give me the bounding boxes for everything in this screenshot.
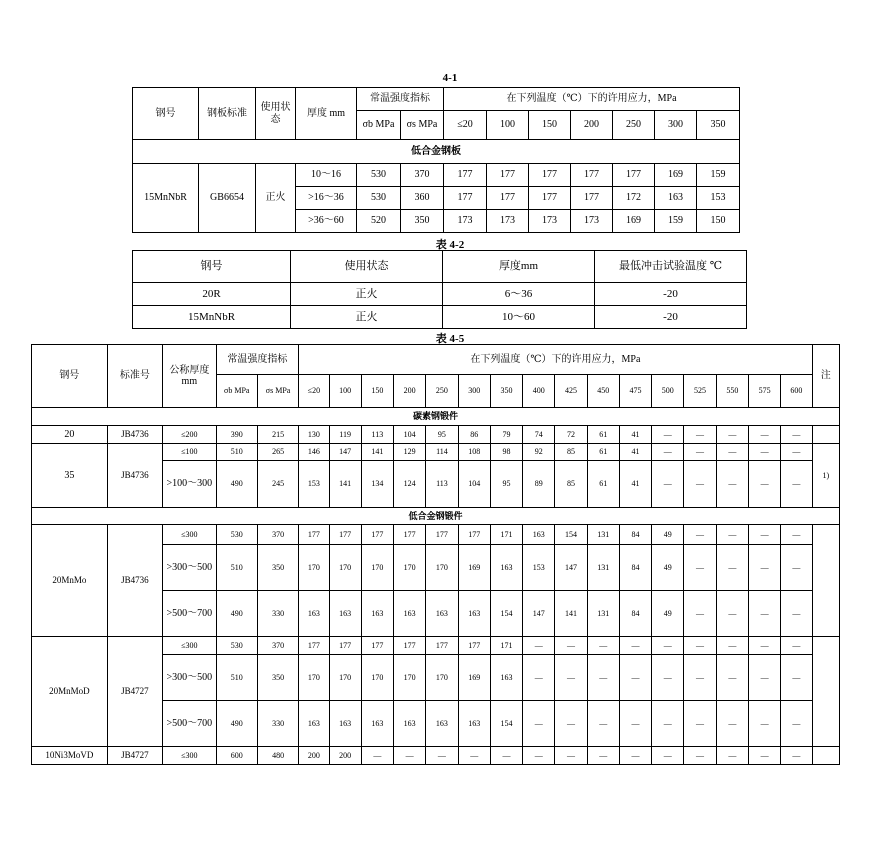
- stress-cell: 163: [299, 701, 329, 747]
- stress-cell: 177: [426, 525, 458, 545]
- stress-cell: 41: [619, 461, 651, 508]
- header-thickness: 公称厚度 mm: [163, 345, 216, 408]
- header-temp: 250: [613, 111, 655, 140]
- stress-cell: 130: [299, 426, 329, 444]
- stress-cell: 169: [458, 545, 490, 591]
- grade-cell: 35: [32, 444, 108, 508]
- stress-cell: 104: [458, 461, 490, 508]
- stress-cell: 170: [329, 545, 361, 591]
- header-temp: 350: [490, 375, 522, 408]
- stress-cell: —: [684, 655, 716, 701]
- stress-cell: 177: [394, 525, 426, 545]
- stress-cell: —: [781, 701, 812, 747]
- stress-cell: —: [781, 461, 812, 508]
- stress-cell: —: [716, 444, 748, 461]
- stress-cell: 41: [619, 444, 651, 461]
- stress-cell: 86: [458, 426, 490, 444]
- stress-cell: —: [523, 655, 555, 701]
- stress-cell: —: [523, 637, 555, 655]
- stress-cell: 84: [619, 591, 651, 637]
- stress-cell: 84: [619, 545, 651, 591]
- stress-cell: 177: [529, 187, 571, 210]
- stress-cell: 169: [655, 164, 697, 187]
- stress-cell: 177: [571, 164, 613, 187]
- stress-cell: —: [748, 426, 780, 444]
- header-temp: 425: [555, 375, 587, 408]
- stress-cell: —: [555, 655, 587, 701]
- sigma-s-cell: 265: [257, 444, 298, 461]
- sigma-s-cell: 360: [401, 187, 444, 210]
- stress-cell: —: [523, 701, 555, 747]
- grade-cell: 15MnNbR: [133, 306, 291, 329]
- stress-cell: 150: [697, 210, 740, 233]
- temp-cell: -20: [595, 283, 747, 306]
- stress-cell: —: [716, 655, 748, 701]
- stress-cell: —: [652, 747, 684, 765]
- stress-cell: 98: [490, 444, 522, 461]
- stress-cell: 49: [652, 545, 684, 591]
- stress-cell: —: [684, 525, 716, 545]
- header-temp: 200: [394, 375, 426, 408]
- stress-cell: 108: [458, 444, 490, 461]
- thickness-cell: >36～60: [296, 210, 357, 233]
- stress-cell: 159: [697, 164, 740, 187]
- stress-cell: —: [684, 637, 716, 655]
- sigma-s-cell: 370: [257, 637, 298, 655]
- stress-cell: —: [748, 525, 780, 545]
- note-cell: [812, 426, 839, 444]
- note-cell: [812, 747, 839, 765]
- header-grade: 钢号: [133, 88, 199, 140]
- stress-cell: 163: [329, 701, 361, 747]
- stress-cell: 61: [587, 461, 619, 508]
- header-temp: ≤20: [444, 111, 487, 140]
- standard-cell: JB4727: [107, 637, 162, 747]
- stress-cell: 154: [490, 701, 522, 747]
- thickness-cell: 10～16: [296, 164, 357, 187]
- header-sigma-s: σs MPa: [257, 375, 298, 408]
- stress-cell: 147: [523, 591, 555, 637]
- stress-cell: —: [394, 747, 426, 765]
- grade-cell: 15MnNbR: [133, 164, 199, 233]
- table-4-5-caption: 表 4-5: [435, 333, 465, 345]
- stress-cell: —: [684, 444, 716, 461]
- stress-cell: —: [748, 461, 780, 508]
- stress-cell: 170: [394, 655, 426, 701]
- stress-cell: —: [587, 655, 619, 701]
- stress-cell: —: [587, 747, 619, 765]
- stress-cell: —: [619, 655, 651, 701]
- sigma-s-cell: 370: [257, 525, 298, 545]
- stress-cell: 170: [426, 545, 458, 591]
- header-temp: 300: [655, 111, 697, 140]
- stress-cell: —: [684, 591, 716, 637]
- stress-cell: 84: [619, 525, 651, 545]
- sigma-b-cell: 490: [216, 591, 257, 637]
- standard-cell: JB4727: [107, 747, 162, 765]
- stress-cell: —: [781, 655, 812, 701]
- stress-cell: —: [781, 637, 812, 655]
- stress-cell: —: [781, 747, 812, 765]
- stress-cell: 89: [523, 461, 555, 508]
- stress-cell: 177: [444, 164, 487, 187]
- stress-cell: 113: [426, 461, 458, 508]
- stress-cell: —: [716, 461, 748, 508]
- thickness-cell: >300～500: [163, 655, 216, 701]
- sigma-s-cell: 350: [257, 545, 298, 591]
- stress-cell: —: [716, 426, 748, 444]
- thickness-cell: ≤300: [163, 637, 216, 655]
- note-cell: 1): [812, 444, 839, 508]
- header-temp: 300: [458, 375, 490, 408]
- thickness-cell: ≤200: [163, 426, 216, 444]
- thickness-cell: >16～36: [296, 187, 357, 210]
- stress-cell: —: [716, 701, 748, 747]
- stress-cell: 163: [394, 591, 426, 637]
- stress-cell: 146: [299, 444, 329, 461]
- stress-cell: 171: [490, 525, 522, 545]
- stress-cell: 173: [571, 210, 613, 233]
- stress-cell: 114: [426, 444, 458, 461]
- stress-cell: —: [587, 701, 619, 747]
- thickness-cell: 6～36: [443, 283, 595, 306]
- stress-cell: 163: [361, 701, 393, 747]
- stress-cell: 163: [458, 591, 490, 637]
- grade-cell: 20R: [133, 283, 291, 306]
- table-4-1-caption: 4-1: [442, 72, 458, 84]
- stress-cell: 147: [555, 545, 587, 591]
- stress-cell: —: [748, 637, 780, 655]
- stress-cell: 163: [426, 701, 458, 747]
- stress-cell: 163: [394, 701, 426, 747]
- stress-cell: 163: [523, 525, 555, 545]
- header-grade: 钢号: [32, 345, 108, 408]
- thickness-cell: ≤100: [163, 444, 216, 461]
- sigma-b-cell: 510: [216, 655, 257, 701]
- stress-cell: 177: [329, 525, 361, 545]
- stress-cell: 170: [329, 655, 361, 701]
- stress-cell: 141: [361, 444, 393, 461]
- stress-cell: —: [555, 747, 587, 765]
- stress-cell: 177: [571, 187, 613, 210]
- stress-cell: 177: [361, 637, 393, 655]
- stress-cell: 173: [529, 210, 571, 233]
- header-sigma-s: σs MPa: [401, 111, 444, 140]
- stress-cell: 163: [490, 655, 522, 701]
- table-4-2-caption: 表 4-2: [435, 239, 465, 251]
- stress-cell: 131: [587, 545, 619, 591]
- stress-cell: —: [781, 545, 812, 591]
- stress-cell: 173: [444, 210, 487, 233]
- stress-cell: —: [716, 747, 748, 765]
- header-strength: 常温强度指标: [216, 345, 299, 375]
- stress-cell: 95: [426, 426, 458, 444]
- stress-cell: 177: [299, 637, 329, 655]
- header-temp: 550: [716, 375, 748, 408]
- sigma-b-cell: 530: [357, 187, 401, 210]
- header-thickness: 厚度 mm: [296, 88, 357, 140]
- header-temp: 150: [529, 111, 571, 140]
- stress-cell: 163: [299, 591, 329, 637]
- sigma-b-cell: 490: [216, 461, 257, 508]
- header-temp: 600: [781, 375, 812, 408]
- stress-cell: 49: [652, 525, 684, 545]
- stress-cell: —: [652, 655, 684, 701]
- stress-cell: —: [555, 701, 587, 747]
- header-temp: 250: [426, 375, 458, 408]
- stress-cell: 163: [655, 187, 697, 210]
- header-temp: 200: [571, 111, 613, 140]
- stress-cell: 170: [361, 655, 393, 701]
- sigma-s-cell: 370: [401, 164, 444, 187]
- stress-cell: 177: [394, 637, 426, 655]
- stress-cell: 74: [523, 426, 555, 444]
- stress-cell: 72: [555, 426, 587, 444]
- stress-cell: 163: [361, 591, 393, 637]
- temp-cell: -20: [595, 306, 747, 329]
- stress-cell: —: [684, 545, 716, 591]
- stress-cell: —: [684, 701, 716, 747]
- header-impact-temp: 最低冲击试验温度 ℃: [595, 251, 747, 283]
- stress-cell: 170: [394, 545, 426, 591]
- stress-cell: 170: [299, 545, 329, 591]
- stress-cell: 177: [529, 164, 571, 187]
- stress-cell: 177: [299, 525, 329, 545]
- stress-cell: 177: [458, 525, 490, 545]
- sigma-s-cell: 215: [257, 426, 298, 444]
- stress-cell: 85: [555, 444, 587, 461]
- stress-cell: 134: [361, 461, 393, 508]
- stress-cell: —: [781, 444, 812, 461]
- stress-cell: 177: [613, 164, 655, 187]
- stress-cell: —: [684, 461, 716, 508]
- stress-cell: 169: [458, 655, 490, 701]
- stress-cell: 119: [329, 426, 361, 444]
- sigma-b-cell: 490: [216, 701, 257, 747]
- sigma-b-cell: 510: [216, 545, 257, 591]
- stress-cell: 177: [361, 525, 393, 545]
- header-temp: 400: [523, 375, 555, 408]
- note-cell: [812, 637, 839, 747]
- header-allowable-stress: 在下列温度（℃）下的许用应力，MPa: [299, 345, 812, 375]
- stress-cell: 200: [329, 747, 361, 765]
- header-temp: 150: [361, 375, 393, 408]
- stress-cell: 154: [555, 525, 587, 545]
- section-label: 低合金钢板: [133, 140, 740, 164]
- stress-cell: 177: [458, 637, 490, 655]
- sigma-b-cell: 530: [216, 525, 257, 545]
- stress-cell: 129: [394, 444, 426, 461]
- stress-cell: —: [652, 701, 684, 747]
- stress-cell: 170: [361, 545, 393, 591]
- stress-cell: 163: [458, 701, 490, 747]
- stress-cell: 172: [613, 187, 655, 210]
- stress-cell: —: [652, 461, 684, 508]
- stress-cell: 170: [299, 655, 329, 701]
- stress-cell: 131: [587, 591, 619, 637]
- stress-cell: 61: [587, 444, 619, 461]
- thickness-cell: 10～60: [443, 306, 595, 329]
- stress-cell: 177: [426, 637, 458, 655]
- header-standard: 标准号: [107, 345, 162, 408]
- stress-cell: 163: [329, 591, 361, 637]
- grade-cell: 10Ni3MoVD: [32, 747, 108, 765]
- stress-cell: 173: [487, 210, 529, 233]
- note-cell: [812, 525, 839, 637]
- stress-cell: —: [555, 637, 587, 655]
- standard-cell: JB4736: [107, 525, 162, 637]
- stress-cell: 41: [619, 426, 651, 444]
- section-label: 低合金钢锻件: [32, 508, 840, 525]
- stress-cell: —: [684, 747, 716, 765]
- header-note: 注: [812, 345, 839, 408]
- stress-cell: 124: [394, 461, 426, 508]
- stress-cell: 95: [490, 461, 522, 508]
- stress-cell: 61: [587, 426, 619, 444]
- header-temp: 100: [329, 375, 361, 408]
- header-sigma-b: σb MPa: [216, 375, 257, 408]
- thickness-cell: >500～700: [163, 591, 216, 637]
- stress-cell: —: [587, 637, 619, 655]
- thickness-cell: >300～500: [163, 545, 216, 591]
- thickness-cell: ≤300: [163, 525, 216, 545]
- stress-cell: 159: [655, 210, 697, 233]
- stress-cell: —: [716, 637, 748, 655]
- sigma-s-cell: 350: [257, 655, 298, 701]
- header-thickness: 厚度mm: [443, 251, 595, 283]
- header-temp: ≤20: [299, 375, 329, 408]
- stress-cell: 153: [697, 187, 740, 210]
- header-temp: 475: [619, 375, 651, 408]
- table-4-2: [132, 250, 747, 329]
- stress-cell: 153: [299, 461, 329, 508]
- state-cell: 正火: [291, 306, 443, 329]
- sigma-b-cell: 510: [216, 444, 257, 461]
- stress-cell: 49: [652, 591, 684, 637]
- header-strength: 常温强度指标: [357, 88, 444, 111]
- state-cell: 正火: [256, 164, 296, 233]
- stress-cell: —: [781, 426, 812, 444]
- header-temp: 350: [697, 111, 740, 140]
- stress-cell: 141: [555, 591, 587, 637]
- stress-cell: 79: [490, 426, 522, 444]
- grade-cell: 20MnMo: [32, 525, 108, 637]
- stress-cell: 154: [490, 591, 522, 637]
- sigma-s-cell: 245: [257, 461, 298, 508]
- stress-cell: 85: [555, 461, 587, 508]
- stress-cell: 113: [361, 426, 393, 444]
- header-state: 使用状态: [256, 88, 296, 140]
- header-standard: 钢板标准: [199, 88, 256, 140]
- sigma-b-cell: 530: [357, 164, 401, 187]
- stress-cell: 170: [426, 655, 458, 701]
- header-allowable-stress: 在下列温度（℃）下的许用应力，MPa: [444, 88, 740, 111]
- stress-cell: 147: [329, 444, 361, 461]
- stress-cell: 177: [487, 164, 529, 187]
- state-cell: 正火: [291, 283, 443, 306]
- stress-cell: 177: [329, 637, 361, 655]
- header-grade: 钢号: [133, 251, 291, 283]
- header-temp: 450: [587, 375, 619, 408]
- header-state: 使用状态: [291, 251, 443, 283]
- stress-cell: —: [748, 701, 780, 747]
- stress-cell: —: [748, 444, 780, 461]
- thickness-cell: >100～300: [163, 461, 216, 508]
- stress-cell: 177: [487, 187, 529, 210]
- sigma-b-cell: 600: [216, 747, 257, 765]
- stress-cell: —: [781, 591, 812, 637]
- header-temp: 100: [487, 111, 529, 140]
- stress-cell: —: [684, 426, 716, 444]
- grade-cell: 20MnMoD: [32, 637, 108, 747]
- sigma-b-cell: 520: [357, 210, 401, 233]
- stress-cell: 163: [426, 591, 458, 637]
- sigma-b-cell: 390: [216, 426, 257, 444]
- stress-cell: —: [361, 747, 393, 765]
- stress-cell: 92: [523, 444, 555, 461]
- sigma-b-cell: 530: [216, 637, 257, 655]
- grade-cell: 20: [32, 426, 108, 444]
- header-temp: 500: [652, 375, 684, 408]
- stress-cell: —: [652, 426, 684, 444]
- stress-cell: —: [748, 655, 780, 701]
- standard-cell: GB6654: [199, 164, 256, 233]
- header-temp: 575: [748, 375, 780, 408]
- thickness-cell: ≤300: [163, 747, 216, 765]
- stress-cell: 177: [444, 187, 487, 210]
- stress-cell: —: [716, 545, 748, 591]
- stress-cell: —: [716, 525, 748, 545]
- stress-cell: —: [748, 747, 780, 765]
- stress-cell: —: [458, 747, 490, 765]
- sigma-s-cell: 330: [257, 701, 298, 747]
- stress-cell: —: [781, 525, 812, 545]
- stress-cell: —: [716, 591, 748, 637]
- thickness-cell: >500～700: [163, 701, 216, 747]
- standard-cell: JB4736: [107, 444, 162, 508]
- stress-cell: 131: [587, 525, 619, 545]
- stress-cell: —: [523, 747, 555, 765]
- stress-cell: —: [490, 747, 522, 765]
- sigma-s-cell: 330: [257, 591, 298, 637]
- stress-cell: —: [619, 747, 651, 765]
- stress-cell: 153: [523, 545, 555, 591]
- section-label: 碳素钢锻件: [32, 408, 840, 426]
- stress-cell: —: [619, 637, 651, 655]
- standard-cell: JB4736: [107, 426, 162, 444]
- stress-cell: —: [748, 545, 780, 591]
- stress-cell: —: [652, 637, 684, 655]
- sigma-s-cell: 480: [257, 747, 298, 765]
- stress-cell: —: [619, 701, 651, 747]
- stress-cell: 163: [490, 545, 522, 591]
- header-sigma-b: σb MPa: [357, 111, 401, 140]
- stress-cell: 171: [490, 637, 522, 655]
- stress-cell: —: [652, 444, 684, 461]
- stress-cell: —: [426, 747, 458, 765]
- stress-cell: 104: [394, 426, 426, 444]
- table-4-1: [132, 87, 740, 233]
- stress-cell: 200: [299, 747, 329, 765]
- stress-cell: 169: [613, 210, 655, 233]
- sigma-s-cell: 350: [401, 210, 444, 233]
- header-temp: 525: [684, 375, 716, 408]
- stress-cell: —: [748, 591, 780, 637]
- stress-cell: 141: [329, 461, 361, 508]
- table-4-5: [31, 344, 840, 765]
